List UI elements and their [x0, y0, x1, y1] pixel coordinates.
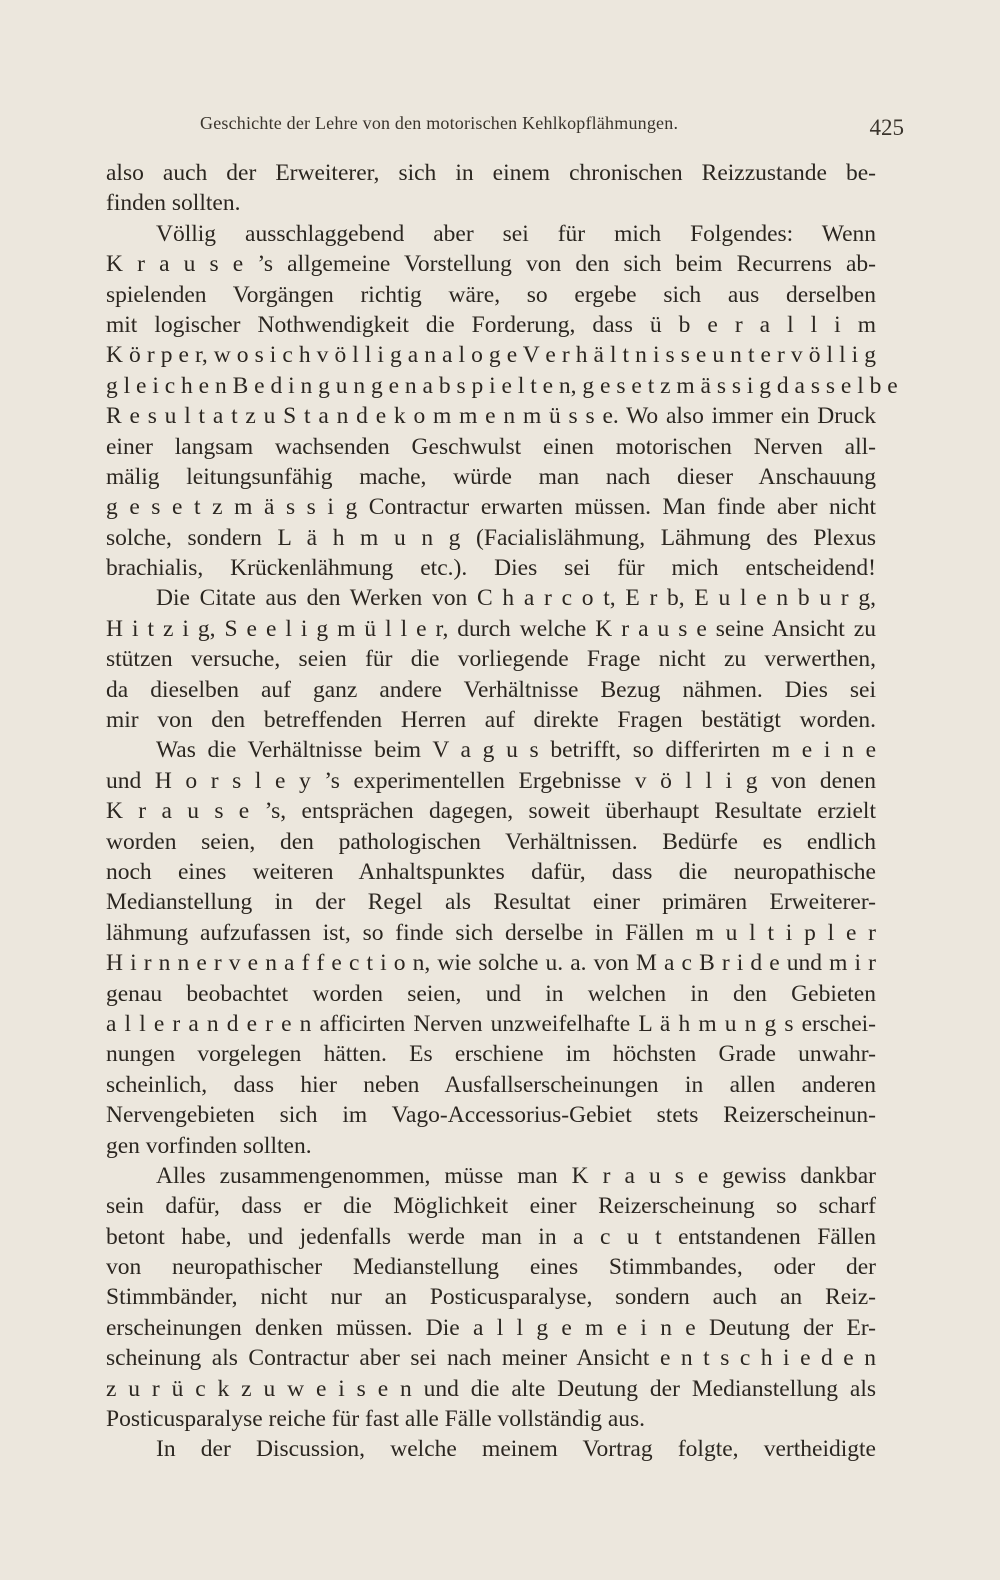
text-line: Alles zusammengenommen, müsse man K r a u s e gewiss dankbar [156, 1162, 876, 1189]
text-line: In der Discussion, welche meinem Vortrag folgte, vertheidigte [156, 1436, 876, 1463]
text-line: g l e i c h e n B e d i n g u n g e n a b s p i e l t e n, g e s e t z m ä s s i g d a s s e l b e [106, 372, 898, 399]
text-line: finden sollten. [106, 190, 241, 217]
text-line: scheinung als Contractur aber sei nach meiner Ansicht e n t s c h i e d e n [106, 1345, 876, 1372]
text-line: H i t z i g, S e e l i g m ü l l e r, durch welche K r a u s e seine Ansicht zu [106, 615, 876, 642]
text-line: einer langsam wachsenden Geschwulst einen motorischen Nerven all- [106, 433, 876, 460]
text-line: brachialis, Krückenlähmung etc.). Dies sei für mich entscheidend! [106, 555, 876, 582]
text-line: Die Citate aus den Werken von C h a r c o t, E r b, E u l e n b u r g, [156, 585, 876, 612]
text-line: also auch der Erweiterer, sich in einem chronischen Reizzustande be- [106, 160, 876, 186]
text-line: und H o r s l e y ’s experimentellen Ergebnisse v ö l l i g von denen [106, 767, 876, 794]
text-line: mit logischer Nothwendigkeit die Forderung, dass ü b e r a l l i m [106, 311, 876, 338]
text-line: K ö r p e r, w o s i c h v ö l l i g a n a l o g e V e r h ä l t n i s s e u n t e r v ö l l i g [106, 342, 876, 369]
text-line: gen vorfinden sollten. [106, 1132, 312, 1159]
text-line: Was die Verhältnisse beim V a g u s betrifft, so differirten m e i n e [156, 737, 876, 764]
text-line: Stimmbänder, nicht nur an Posticusparalyse, sondern auch an Reiz- [106, 1284, 876, 1311]
text-line: z u r ü c k z u w e i s e n und die alte Deutung der Medianstellung als [106, 1375, 876, 1402]
text-line: mir von den betreffenden Herren auf direkte Fragen bestätigt worden. [106, 707, 876, 734]
text-line: da dieselben auf ganz andere Verhältnisse Bezug nähmen. Dies sei [106, 676, 876, 703]
page-number: 425 [869, 115, 904, 140]
text-line: g e s e t z m ä s s i g Contractur erwarten müssen. Man finde aber nicht [106, 494, 876, 521]
text-line: von neuropathischer Medianstellung eines Stimmbandes, oder der [106, 1254, 876, 1281]
text-line: a l l e r a n d e r e n afficirten Nerven unzweifelhafte L ä h m u n g s erschei- [106, 1010, 876, 1037]
text-line: mälig leitungsunfähig mache, würde man nach dieser Anschauung [106, 463, 876, 490]
text-line: Völlig ausschlaggebend aber sei für mich Folgendes: Wenn [156, 220, 876, 247]
text-line: noch eines weiteren Anhaltspunktes dafür, dass die neuropathische [106, 858, 876, 885]
text-line: Posticusparalyse reiche für fast alle Fälle vollständig aus. [106, 1406, 646, 1433]
running-title: Geschichte der Lehre von den motorischen Kehlkopflähmungen. [200, 113, 679, 133]
text-line: worden seien, den pathologischen Verhältnissen. Bedürfe es endlich [106, 828, 876, 855]
text-line: nungen vorgelegen hätten. Es erschiene im höchsten Grade unwahr- [106, 1041, 876, 1068]
text-line: K r a u s e ’s, entsprächen dagegen, soweit überhaupt Resultate erzielt [106, 798, 876, 825]
text-line: H i r n n e r v e n a f f e c t i o n, wie solche u. a. von M a c B r i d e und m i r [106, 950, 876, 977]
text-line: betont habe, und jedenfalls werde man in a c u t entstandenen Fällen [106, 1223, 876, 1250]
text-line: spielenden Vorgängen richtig wäre, so ergebe sich aus derselben [106, 281, 876, 308]
text-line: solche, sondern L ä h m u n g (Facialislähmung, Lähmung des Plexus [106, 524, 876, 551]
text-line: stützen versuche, seien für die vorliegende Frage nicht zu verwerthen, [106, 646, 876, 673]
text-line: scheinlich, dass hier neben Ausfallserscheinungen in allen anderen [106, 1071, 876, 1098]
text-line: erscheinungen denken müssen. Die a l l g e m e i n e Deutung der Er- [106, 1314, 876, 1341]
text-line: Medianstellung in der Regel als Resultat einer primären Erweiterer- [106, 889, 876, 916]
text-line: sein dafür, dass er die Möglichkeit einer Reizerscheinung so scharf [106, 1193, 876, 1220]
text-line: K r a u s e ’s allgemeine Vorstellung von den sich beim Recurrens ab- [106, 251, 876, 278]
text-line: lähmung aufzufassen ist, so finde sich derselbe in Fällen m u l t i p l e r [106, 919, 876, 946]
running-head [200, 113, 904, 143]
body-text [106, 158, 898, 1465]
text-line: genau beobachtet worden seien, und in welchen in den Gebieten [106, 980, 876, 1007]
text-line: R e s u l t a t z u S t a n d e k o m m e n m ü s s e. Wo also immer ein Druck [106, 403, 876, 430]
text-line: Nervengebieten sich im Vago-Accessorius-Gebiet stets Reizerscheinun- [106, 1102, 876, 1129]
